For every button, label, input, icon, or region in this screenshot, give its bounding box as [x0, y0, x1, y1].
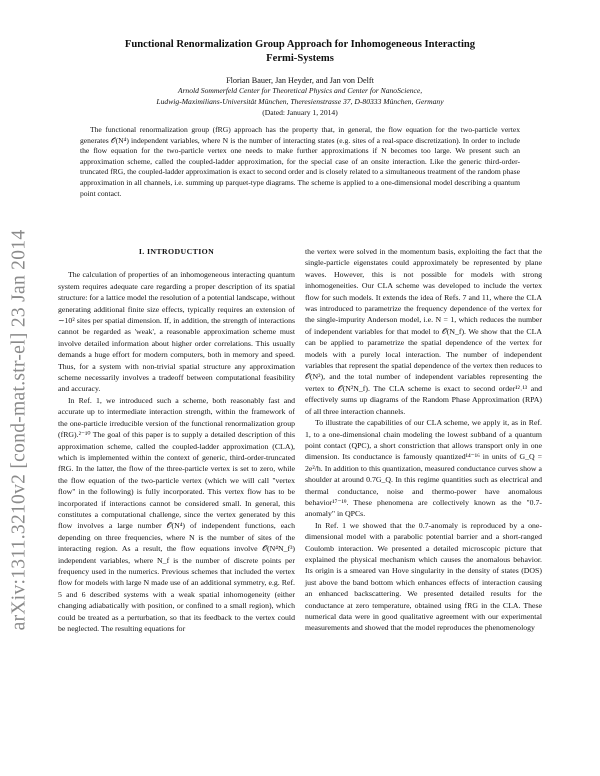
- paper-page: [58, 38, 542, 633]
- affiliation-line-1: Arnold Sommerfeld Center for Theoretical Physics and Center for NanoScience,: [177, 86, 423, 95]
- title-line-2: Fermi-Systems: [266, 52, 334, 64]
- paragraph: In Ref. 1, we introduced such a scheme, both reasonably fast and accurate up to intermediate interaction strength, within the framework of the one-particle irreducible version of the functional renormalization group (fRG).²⁻¹⁰ The goal of this paper is to supply a detailed description of this approximation scheme, called the coupled-ladder approximation (CLA), which is implemented within the context of generic, third-order-truncated fRG. In the latter, the flow of the three-particle vertex is set to zero, while the flow equation of the two-particle vertex (which we will call "vertex flow" in the following) is fully incorporated. This vertex flow has to be incorporated if interactions cannot be considered small. In general, this constitutes a computational challenge, since the vertex generated by this flow involves a large number 𝒪(N⁴) of independent functions, each depending on three frequencies, where N is the number of sites of the interacting region. As a result, the flow equations involve 𝒪(N⁴N_f³) independent variables, where N_f is the number of discrete points per frequency used in the numerics. Previous schemes that included the vertex flow for models with large N made use of an additional symmetry, e.g. Ref. 5 and 6 described systems with a weak spatial inhomogeneity (either changing adiabatically with position, or confined to a small region), which could be treated as a perturbation, so that its feedback to the vertex could be neglected. The resulting equations for: [58, 395, 295, 633]
- left-column: [58, 246, 295, 634]
- body-columns: [58, 246, 542, 634]
- abstract: The functional renormalization group (fRG) approach has the property that, in general, the flow equation for the two-particle vertex generates 𝒪(N⁴) independent variables, where N is the number of interacting states (e.g. sites of a real-space discretization). In order to include the flow equation for the two-particle vertex one needs to make further approximations if N becomes too large. We present such an approximation scheme, called the coupled-ladder approximation, for the special case of an onsite interaction. Like the generic third-order-truncated fRG, the coupled-ladder approximation is exact to second order and is closely related to a simultaneous treatment of the random phase approximation in all channels, i.e. summing up parquet-type diagrams. The scheme is applied to a one-dimensional model describing a quantum point contact.: [80, 125, 520, 198]
- paragraph: In Ref. 1 we showed that the 0.7-anomaly is reproduced by a one-dimensional model with a parabolic potential barrier and a short-ranged Coulomb interaction. We presented a detailed microscopic picture that explained the physical mechanism which causes the anomalous behavior. Its origin is a smeared van Hove singularity in the density of states (DOS) just above the band bottom which enhances effects of interaction causing an enhanced backscattering. We presented detailed results for the conductance at zero temperature, obtained using fRG in the CLA. These numerical data were in good qualitative agreement with our experimental measurements and showed that the model reproduces the phenomenology: [305, 520, 542, 633]
- right-column: [305, 246, 542, 634]
- authors: Florian Bauer, Jan Heyder, and Jan von Delft: [226, 76, 374, 85]
- paper-title: [58, 38, 542, 65]
- title-line-1: Functional Renormalization Group Approach for Inhomogeneous Interacting: [124, 39, 476, 50]
- section-title: I. INTRODUCTION: [138, 247, 215, 256]
- dated: (Dated: January 1, 2014): [262, 108, 338, 117]
- arxiv-stamp: arXiv:1311.3210v2 [cond-mat.str-el] 23 Jan 2014: [8, 229, 29, 631]
- paragraph: the vertex were solved in the momentum basis, exploiting the fact that the single-particle eigenstates could approximately be represented by plane waves. However, this is not possible for models with strong inhomogeneities. Our CLA scheme was developed to include the vertex flow for such models. It extends the idea of Refs. 7 and 11, where the CLA was introduced to parametrize the frequency dependence of the vertex for the single-impurity Anderson model, i.e. N = 1, which reduces the number of independent variables for that model to 𝒪(N_f). We show that the CLA can be applied to parametrize the spatial dependence of the vertex for models with a purely local interaction. The number of independent variables that represent the spatial dependence of the vertex then reduces to 𝒪(N²), and the total number of independent variables representing the vertex to 𝒪(N²N_f). The CLA scheme is exact to second order¹²˒¹³ and effectively sums up diagrams of the Random Phase Approximation (RPA) of all three interaction channels.: [305, 247, 542, 416]
- affiliation-line-2: Ludwig-Maximilians-Universität München, Theresienstrasse 37, D-80333 München, Germany: [156, 96, 444, 106]
- paragraph: To illustrate the capabilities of our CLA scheme, we apply it, as in Ref. 1, to a one-dimensional chain modeling the lowest subband of a quantum point contact (QPC), a short constriction that allows transport only in one dimension. Its conductance is famously quantized¹⁴⁻¹⁶ in units of G_Q = 2e²/h. In addition to this quantization, measured conductance curves show a shoulder at around 0.7G_Q. In this regime quantities such as electrical and thermal conductance, noise and thermo-power have anomalous behavior¹⁷⁻¹⁹. These phenomena are collectively known as the "0.7-anomaly" in QPCs.: [305, 418, 542, 519]
- paragraph: The calculation of properties of an inhomogeneous interacting quantum system requires adequate care regarding a proper description of its spatial structure: for a lattice model the resolution of a potential landscape, without generating additional finite size effects, typically requires an extension of ∼10² sites per spatial dimension. If, in addition, the strength of interactions cannot be regarded as 'weak', a reasonable approximation scheme must involve detailed information about higher order correlations. This usually demands a huge effort for modern computers, both in memory and speed. Thus, for a system with non-trivial spatial structure any approximation scheme necessarily involves a tradeoff between computational feasibility and accuracy.: [58, 270, 295, 394]
